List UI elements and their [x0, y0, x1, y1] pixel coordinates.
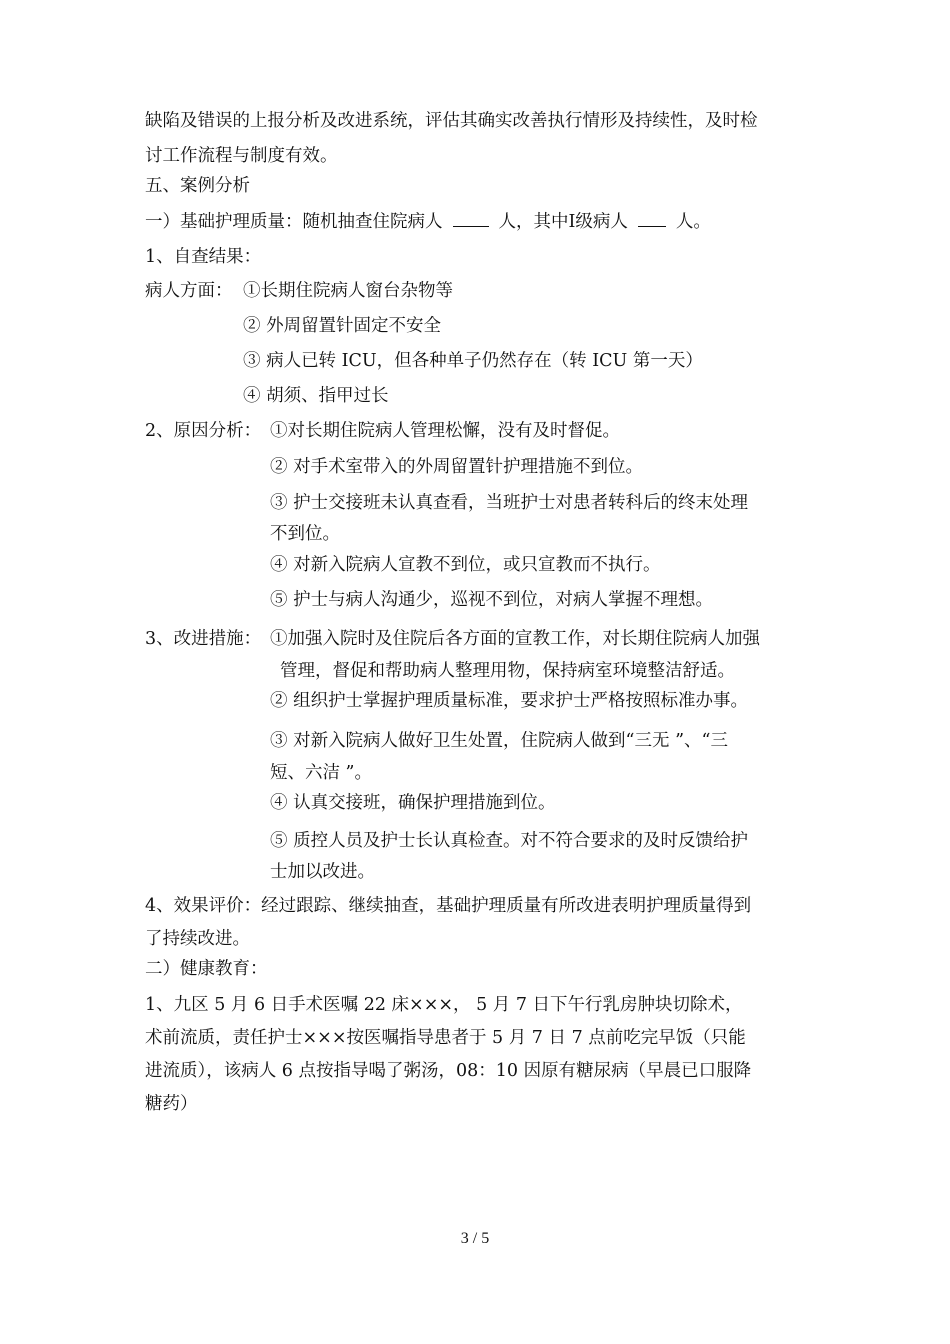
- body-text-line: 糖药）: [145, 1094, 198, 1114]
- fill-blank: [453, 225, 489, 227]
- list-item: ④ 对新入院病人宣教不到位，或只宣教而不执行。: [270, 555, 661, 575]
- list-item: 不到位。: [270, 524, 340, 544]
- body-text-line: 进流质），该病人 6 点按指导喝了粥汤，08：10 因原有糖尿病（早晨已口服降: [145, 1061, 752, 1081]
- body-text-line: 4、效果评价：经过跟踪、继续抽查，基础护理质量有所改进表明护理质量得到: [145, 896, 752, 916]
- subsection-title: 1、自查结果：: [145, 247, 262, 267]
- list-item: ② 外周留置针固定不安全: [243, 316, 442, 336]
- part-heading-text: 人，其中Ⅰ级病人: [498, 212, 628, 232]
- part-heading-text: 人。: [675, 212, 711, 232]
- list-item: ③ 对新入院病人做好卫生处置，住院病人做到“三无 ”、“三: [270, 731, 728, 751]
- body-text-line: 讨工作流程与制度有效。: [145, 146, 338, 166]
- part-heading-text: 一）基础护理质量：随机抽查住院病人: [145, 212, 443, 232]
- list-item: ①对长期住院病人管理松懈，没有及时督促。: [270, 421, 620, 441]
- body-text-line: 缺陷及错误的上报分析及改进系统，评估其确实改善执行情形及持续性，及时检: [145, 111, 758, 131]
- list-item: 士加以改进。: [270, 862, 375, 882]
- page-number: 3 / 5: [460, 1230, 490, 1247]
- list-item: 短、六洁 ”。: [270, 763, 373, 783]
- section-heading: 五、案例分析: [145, 176, 250, 196]
- list-item: ④ 胡须、指甲过长: [243, 386, 389, 406]
- list-item: 管理，督促和帮助病人整理用物，保持病室环境整洁舒适。: [280, 661, 735, 681]
- body-text-line: 术前流质，责任护士×××按医嘱指导患者于 5 月 7 日 7 点前吃完早饭（只能: [145, 1028, 746, 1048]
- list-item: ⑤ 护士与病人沟通少，巡视不到位，对病人掌握不理想。: [270, 590, 714, 610]
- part-heading: 二）健康教育：: [145, 959, 268, 979]
- body-text-line: 了持续改进。: [145, 929, 250, 949]
- list-item: ⑤ 质控人员及护士长认真检查。对不符合要求的及时反馈给护: [270, 831, 749, 851]
- part-heading: [145, 210, 711, 234]
- list-item: ③ 病人已转 ICU，但各种单子仍然存在（转 ICU 第一天）: [243, 351, 703, 371]
- item-label: 3、改进措施：: [145, 629, 262, 649]
- body-text-line: 1、九区 5 月 6 日手术医嘱 22 床×××， 5 月 7 日下午行乳房肿块切除术，: [145, 995, 743, 1015]
- list-item: ①长期住院病人窗台杂物等: [243, 281, 453, 301]
- item-label: 病人方面：: [145, 281, 233, 301]
- list-item: ② 对手术室带入的外周留置针护理措施不到位。: [270, 457, 644, 477]
- item-label: 2、原因分析：: [145, 421, 262, 441]
- list-item: ①加强入院时及住院后各方面的宣教工作，对长期住院病人加强: [270, 629, 760, 649]
- list-item: ④ 认真交接班，确保护理措施到位。: [270, 793, 556, 813]
- list-item: ③ 护士交接班未认真查看，当班护士对患者转科后的终末处理: [270, 493, 749, 513]
- list-item: ② 组织护士掌握护理质量标准，要求护士严格按照标准办事。: [270, 691, 749, 711]
- fill-blank: [638, 225, 666, 227]
